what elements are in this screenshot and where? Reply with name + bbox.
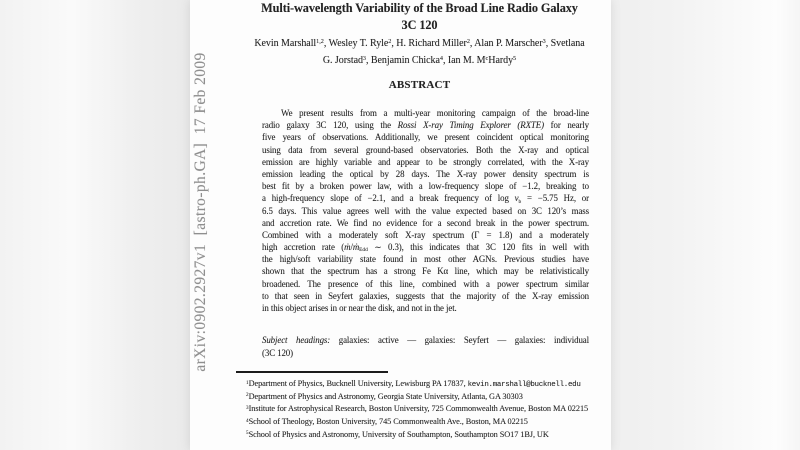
text-line xyxy=(248,36,591,53)
text-segment: 3C 120 xyxy=(401,18,438,32)
text-line xyxy=(262,290,589,302)
text-segment: 2 xyxy=(388,38,392,46)
text-segment: Combined with a moderately soft X-ray spectrum (Γ = 1.8) and a moderately xyxy=(262,229,589,240)
text-line xyxy=(262,119,589,131)
text-line xyxy=(246,416,604,429)
text-line xyxy=(262,229,589,241)
text-segment: = −5.75 Hz, or xyxy=(521,193,589,204)
text-segment: , H. Richard Miller xyxy=(391,38,467,49)
text-segment: Multi-wavelength Variability of the Broad Line Radio Galaxy xyxy=(261,1,578,15)
text-segment: emission leading the optical by 28 days. The X-ray power density spectrum is xyxy=(262,168,589,179)
text-segment: Rossi X-ray Timing Explorer (RXTE) xyxy=(397,120,544,131)
text-segment: ṁ xyxy=(352,242,360,253)
text-segment: ṁ xyxy=(344,242,351,253)
text-line xyxy=(248,17,591,34)
text-line xyxy=(246,403,604,416)
text-segment: high accretion rate ( xyxy=(262,242,345,253)
text-segment: in this object arises in or near the disk, and not in the jet. xyxy=(262,303,457,313)
text-segment: Subject headings: xyxy=(262,335,331,345)
text-line xyxy=(248,0,591,17)
text-line xyxy=(262,253,589,265)
text-segment: , Svetlana xyxy=(545,38,585,49)
text-segment: the high/soft variability state found in most other AGNs. Previous studies have xyxy=(262,254,589,265)
text-segment: Institute for Astrophysical Research, Boston University, 725 Commonwealth Avenue, Boston MA 02215 xyxy=(248,404,589,414)
text-line xyxy=(262,347,589,360)
text-line xyxy=(262,265,589,277)
text-segment: ν xyxy=(514,193,519,204)
text-segment: School of Theology, Boston University, 745 Commonwealth Ave., Boston, MA 02215 xyxy=(248,417,528,427)
footnotes xyxy=(246,378,604,441)
text-line xyxy=(262,168,589,180)
text-segment: to that seen in Seyfert galaxies, suggests that the majority of the X-ray emission xyxy=(262,290,589,301)
abstract-heading: ABSTRACT xyxy=(388,79,451,91)
arxiv-watermark: arXiv:0902.2927v1 [astro-ph.GA] 17 Feb 2009 xyxy=(192,52,209,372)
paper-title xyxy=(248,0,591,34)
text-segment: Department of Physics and Astronomy, Georgia State University, Atlanta, GA 30303 xyxy=(248,391,523,401)
text-line xyxy=(246,391,604,404)
text-segment: Department of Physics, Bucknell University, Lewisburg PA 17837, xyxy=(248,379,468,388)
text-segment: radio galaxy 3C 120, using the xyxy=(262,120,398,131)
text-segment: 5 xyxy=(513,55,517,63)
text-line xyxy=(262,180,589,192)
text-segment: 1 xyxy=(246,379,249,386)
text-segment: G. Jorstad xyxy=(322,55,363,66)
text-line xyxy=(262,278,589,290)
text-segment: shown that the spectrum has a strong Fe Kα line, which may be relativistically xyxy=(262,266,589,277)
text-segment: , Benjamin Chicka xyxy=(366,55,440,66)
text-segment: five years of observations. Additionally, we present coincident optical monitoring xyxy=(262,132,589,143)
paper-page xyxy=(190,0,611,450)
text-segment: c xyxy=(485,55,489,63)
text-line xyxy=(262,131,589,143)
text-line xyxy=(246,429,604,442)
text-segment: 3 xyxy=(246,405,249,412)
text-segment: 2 xyxy=(466,38,470,46)
footnote-rule xyxy=(236,371,388,373)
text-segment: 3 xyxy=(542,38,546,46)
text-segment: 2 xyxy=(246,392,249,399)
text-segment: 4 xyxy=(439,55,443,63)
text-segment: , Wesley T. Ryle xyxy=(323,38,389,49)
text-line xyxy=(248,53,591,70)
text-line xyxy=(262,205,589,217)
text-segment: (3C 120) xyxy=(262,348,293,359)
text-line xyxy=(262,334,589,347)
text-line xyxy=(262,192,589,204)
text-segment: emission are highly variable and appear to be strongly correlated, with the X-ray xyxy=(262,156,589,167)
author-list xyxy=(248,36,591,70)
text-segment: and accretion rate. We find no evidence for a second break in the power spectrum. xyxy=(262,217,589,228)
text-segment: Kevin Marshall xyxy=(254,38,317,49)
text-segment: 3 xyxy=(362,55,367,63)
text-segment: Edd xyxy=(359,247,368,254)
text-segment: 6.5 days. This value agrees well with the value expected based on 3C 120’s mass xyxy=(262,205,589,216)
text-line xyxy=(262,302,589,314)
text-segment: kevin.marshall@bucknell.edu xyxy=(467,381,581,389)
text-segment: , Ian M. M xyxy=(442,55,486,66)
text-line xyxy=(262,241,589,253)
abstract-body xyxy=(262,107,589,314)
text-segment: 1,2 xyxy=(316,38,324,46)
text-line xyxy=(262,144,589,156)
text-segment: broadened. The presence of this line, combined with a power spectrum similar xyxy=(262,278,589,289)
text-segment: galaxies: active — galaxies: Seyfert — galaxies: individual xyxy=(330,335,589,345)
text-segment: School of Physics and Astronomy, University of Southampton, Southampton SO17 1BJ, UK xyxy=(248,429,549,439)
subject-headings xyxy=(262,334,589,360)
text-segment: b xyxy=(518,198,522,205)
text-segment: Hardy xyxy=(488,55,514,66)
text-segment: using data from several ground-based observatories. Both the X-ray and optical xyxy=(262,144,589,155)
text-segment: 5 xyxy=(246,430,249,437)
text-line xyxy=(246,378,604,391)
text-segment: best fit by a broken power law, with a low-frequency slope of −1.2, breaking to xyxy=(262,181,589,192)
text-segment: 4 xyxy=(246,417,249,424)
text-segment: a high-frequency slope of −2.1, and a break frequency of log xyxy=(262,193,515,204)
text-segment: / xyxy=(350,242,353,253)
text-line xyxy=(262,217,589,229)
text-segment: , Alan P. Marscher xyxy=(469,38,543,49)
text-segment: ∼ 0.3), this indicates that 3C 120 fits in well with xyxy=(367,242,590,253)
text-segment: for nearly xyxy=(543,120,589,131)
text-line xyxy=(262,107,589,119)
text-line xyxy=(262,156,589,168)
text-segment: We present results from a multi-year monitoring campaign of the broad-line xyxy=(281,108,589,118)
